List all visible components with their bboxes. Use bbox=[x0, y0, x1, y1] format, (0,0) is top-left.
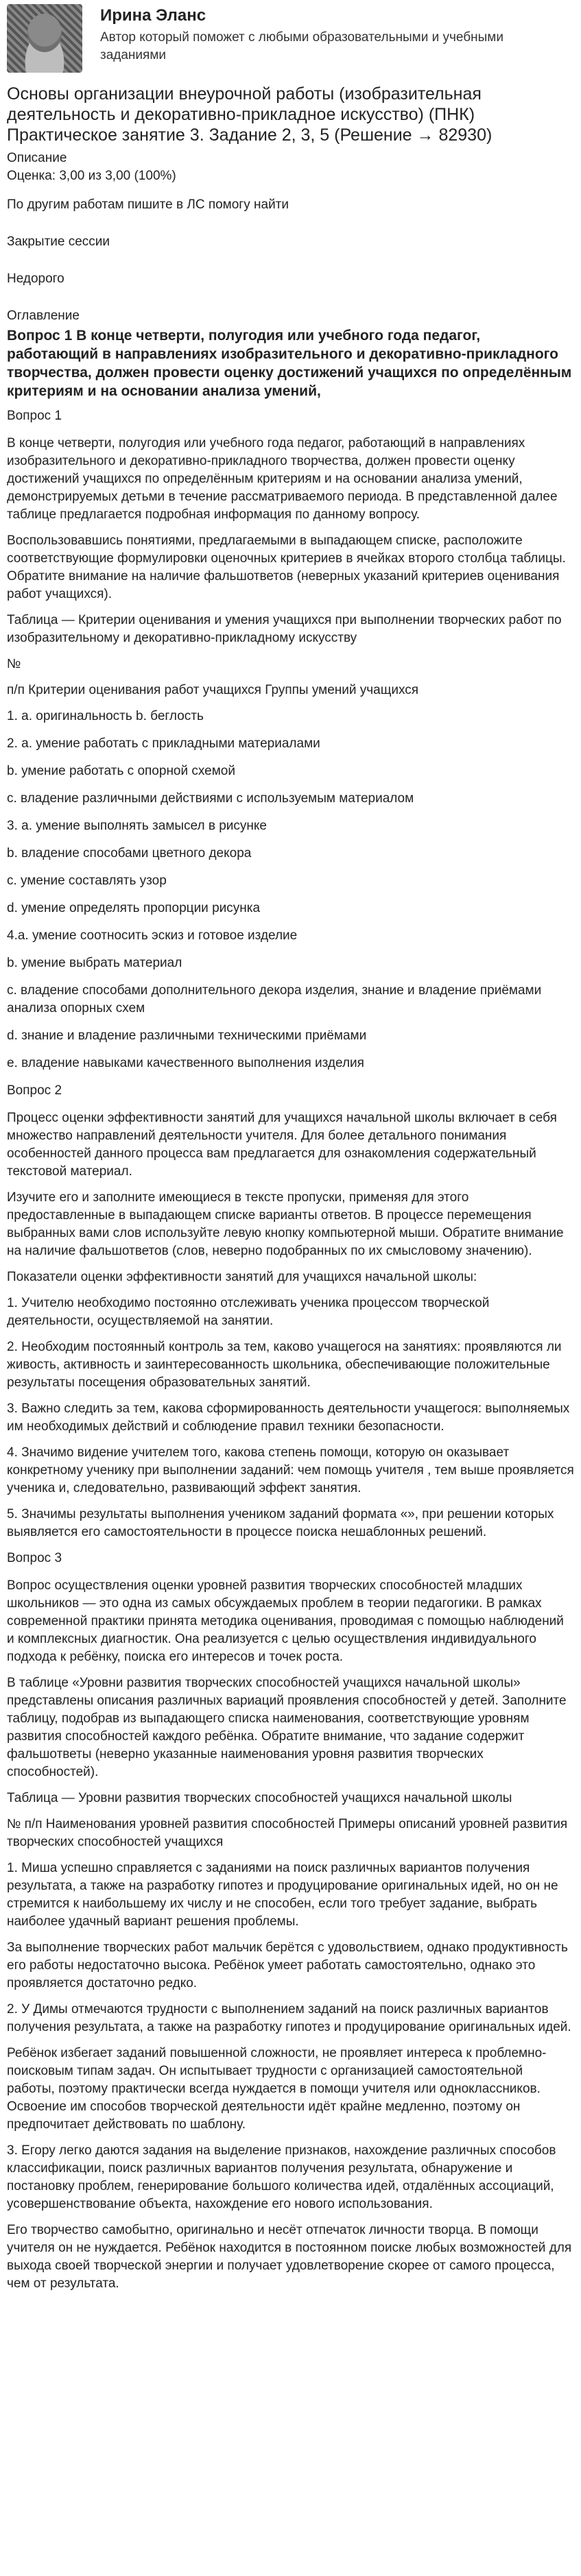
q2-paragraph: 5. Значимы результаты выполнения учеником заданий формата «», при решении которых выявляется его самостоятельности в процессе поиска нешаблонных решений. bbox=[7, 1507, 554, 1539]
q2-paragraph: 3. Важно следить за тем, какова сформированность деятельности учащегося: выполняемых им необходимых действий и соблюдение правил техники безопасности. bbox=[7, 1401, 570, 1434]
q1-paragraph: № bbox=[7, 657, 21, 671]
question-2-label: Вопрос 2 bbox=[7, 1083, 62, 1098]
q1-item: c. владение различными действиями с используемым материалом bbox=[7, 791, 414, 806]
author-description: Автор который поможет с любыми образовательными и учебными заданиями bbox=[100, 30, 503, 62]
q2-paragraph: Процесс оценки эффективности занятий для учащихся начальной школы включает в себя множество направлений деятельности учителя. Для более детального понимания особенностей данного процесса вам предлагается для ознакомления содержательный текстовой материал. bbox=[7, 1111, 557, 1179]
author-info bbox=[100, 4, 546, 64]
q1-item: 3. а. умение выполнять замысел в рисунке bbox=[7, 819, 267, 833]
question-1-heading: Вопрос 1 В конце четверти, полугодия или учебного года педагог, работающий в направлениях изобразительного и декоративно-прикладного творчества, должен провести оценку достижений учащихся по определённым критериям и на основании анализа умений, bbox=[7, 328, 572, 399]
q2-paragraph: 2. Необходим постоянный контроль за тем, каково учащегося на занятиях: проявляются ли живость, активность и заинтересованность школьника, обеспечивающие положительные результаты посещения образовательных занятий. bbox=[7, 1340, 562, 1390]
question-1-body bbox=[7, 435, 574, 1072]
main-content bbox=[0, 74, 581, 2293]
question-3-body bbox=[7, 1577, 574, 2293]
q2-paragraph: 4. Значимо видение учителем того, какова степень помощи, которую он оказывает конкретному ученику при выполнении заданий: чем помощь учителя , тем выше проявляется ученика и, следовательно, развивающий эффект занятия. bbox=[7, 1445, 574, 1495]
q3-paragraph: 2. У Димы отмечаются трудности с выполнением заданий на поиск различных вариантов получения результата, а также на разработку гипотез и продуцирование оригинальных идей. bbox=[7, 2002, 571, 2034]
question-3-label: Вопрос 3 bbox=[7, 1551, 62, 1565]
q3-paragraph: Ребёнок избегает заданий повышенной сложности, не проявляет интереса к проблемно-поисковым типам задач. Он испытывает трудности с организацией самостоятельной работы, поэтому практически всегда нуждается в помощи учителя или одноклассников. Освоение им способов творческой деятельности идёт крайне медленно, поэтому он предпочитает действовать по шаблону. bbox=[7, 2046, 547, 2132]
q1-item: 2. а. умение работать с прикладными материалами bbox=[7, 736, 320, 751]
cheap-text: Недорого bbox=[7, 272, 64, 286]
q1-item: d. умение определять пропорции рисунка bbox=[7, 901, 261, 915]
author-header bbox=[0, 0, 581, 74]
q3-paragraph: Таблица — Уровни развития творческих способностей учащихся начальной школы bbox=[7, 1791, 512, 1805]
q1-paragraph: Воспользовавшись понятиями, предлагаемыми в выпадающем списке, расположите соответствующие формулировки оценочных критериев в ячейках второго столбца таблицы. Обратите внимание на наличие фальшответов (неверных указаний критериев оценивания работ учащихся). bbox=[7, 533, 566, 601]
page-title: Основы организации внеурочной работы (изобразительная деятельность и декоративно-прикладное искусство) (ПНК) Практическое занятие 3. Задание 2, 3, 5 (Решение → 82930) bbox=[7, 84, 493, 145]
q1-item: 4.а. умение соотносить эскиз и готовое изделие bbox=[7, 928, 298, 943]
author-name[interactable]: Ирина Эланс bbox=[100, 6, 206, 25]
q1-paragraph: В конце четверти, полугодия или учебного года педагог, работающий в направлениях изобразительного и декоративно-прикладного творчества, должен провести оценку достижений учащихся по определённым критериям и на основании анализа умений, демонстрируемых детьми в течение рассматриваемого периода. В представленной далее таблице предлагается подробная информация по данному вопросу. bbox=[7, 436, 558, 522]
q2-paragraph: Изучите его и заполните имеющиеся в тексте пропуски, применяя для этого предоставленные в выпадающем списке варианты ответов. В процессе перемещения выбранных вами слов используйте левую кнопку компьютерной мыши. Обратите внимание на наличие фальшответов (слов, неверно подобранных по их смысловому значению). bbox=[7, 1190, 564, 1258]
q3-paragraph: В таблице «Уровни развития творческих способностей учащихся начальной школы» представлены описания различных вариаций проявления способностей у детей. Заполните таблицу, подобрав из выпадающего списка наименования, соответствующие уровням развития способностей каждого ребёнка. Обратите внимание, что задание содержит фальшответы (неверно указанные наименования уровня развития творческих способностей). bbox=[7, 1676, 567, 1779]
q1-item: b. умение работать с опорной схемой bbox=[7, 764, 235, 778]
score-text: Оценка: 3,00 из 3,00 (100%) bbox=[7, 169, 176, 183]
q3-paragraph: Вопрос осуществления оценки уровней развития творческих способностей младших школьников — это одна из самых обсуждаемых проблем в теории педагогики. В рамках современной практики принята методика оценивания, проводимая с помощью наблюдений и комплексных диагностик. Она реализуется с целью осуществления индивидуального подхода к ребёнку, поиска его интересов и точек роста. bbox=[7, 1578, 564, 1664]
toc-label: Оглавление bbox=[7, 309, 80, 323]
q1-item: b. умение выбрать материал bbox=[7, 956, 182, 970]
question-2-body bbox=[7, 1109, 574, 1541]
q1-paragraph: п/п Критерии оценивания работ учащихся Группы умений учащихся bbox=[7, 683, 419, 697]
q3-paragraph: 3. Егору легко даются задания на выделение признаков, нахождение различных способов классификации, поиск различных вариантов получения результата, обнаружение и постановку проблем, генерирование большого количества идей, отдалённых ассоциаций, усовершенствование объекта, нахождение его нового использования. bbox=[7, 2143, 556, 2211]
q3-paragraph: 1. Миша успешно справляется с заданиями на поиск различных вариантов получения результата, а также на разработку гипотез и продуцирование оригинальных идей, но он не стремится к наибольшему их числу и не способен, если того требует задание, выбрать наиболее удачный вариант решения проблемы. bbox=[7, 1861, 558, 1929]
author-avatar[interactable] bbox=[7, 4, 82, 73]
q1-item: c. владение способами дополнительного декора изделия, знание и владение приёмами анализа опорных схем bbox=[7, 983, 542, 1015]
q2-paragraph: 1. Учителю необходимо постоянно отслеживать ученика процессом творческой деятельности, осуществляемой на занятии. bbox=[7, 1296, 490, 1328]
q3-paragraph: За выполнение творческих работ мальчик берётся с удовольствием, однако продуктивность его работы недостаточно высока. Ребёнок умеет работать самостоятельно, однако это проявляется достаточно редко. bbox=[7, 1940, 568, 1990]
description-label: Описание bbox=[7, 151, 67, 165]
q1-item: c. умение составлять узор bbox=[7, 874, 167, 888]
question-1-label: Вопрос 1 bbox=[7, 409, 62, 423]
contact-text: По другим работам пишите в ЛС помогу найти bbox=[7, 197, 289, 212]
q1-item: 1. а. оригинальность b. беглость bbox=[7, 709, 204, 723]
q1-item: e. владение навыками качественного выполнения изделия bbox=[7, 1056, 364, 1070]
q2-paragraph: Показатели оценки эффективности занятий для учащихся начальной школы: bbox=[7, 1270, 477, 1284]
q1-item: d. знание и владение различными техническими приёмами bbox=[7, 1028, 367, 1043]
q3-paragraph: Его творчество самобытно, оригинально и несёт отпечаток личности творца. В помощи учителя он не нуждается. Ребёнок находится в постоянном поиске любых возможностей для выхода своей творческой энергии и получает удовлетворение скорее от самого процесса, чем от результата. bbox=[7, 2223, 572, 2291]
q1-paragraph: Таблица — Критерии оценивания и умения учащихся при выполнении творческих работ по изобразительному и декоративно-прикладному искусству bbox=[7, 613, 562, 645]
q3-paragraph: № п/п Наименования уровней развития способностей Примеры описаний уровней развития творческих способностей учащихся bbox=[7, 1817, 568, 1849]
closing-text: Закрытие сессии bbox=[7, 234, 110, 249]
q1-item: b. владение способами цветного декора bbox=[7, 846, 252, 860]
